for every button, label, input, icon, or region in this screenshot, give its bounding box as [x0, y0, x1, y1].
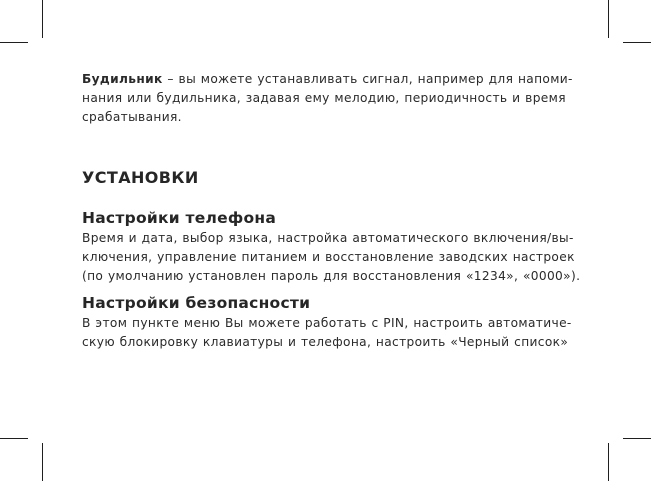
crop-mark-bottom-left-vertical: [42, 443, 43, 481]
crop-mark-bottom-right-horizontal: [623, 438, 651, 439]
security-settings-line-2: скую блокировку клавиатуры и телефона, настроить «Черный список»: [82, 335, 569, 349]
intro-line-1-text: вы можете устанавливать сигнал, например для напоми-: [178, 72, 573, 86]
security-settings-line-1: В этом пункте меню Вы можете работать с PIN, настроить автоматиче-: [82, 316, 572, 330]
page-content: [82, 70, 581, 352]
intro-paragraph: [82, 70, 573, 127]
intro-dash: –: [162, 72, 179, 86]
crop-mark-top-right-horizontal: [623, 42, 651, 43]
crop-mark-bottom-right-vertical: [608, 443, 609, 481]
section-heading-settings: УСТАНОВКИ: [82, 168, 199, 187]
crop-mark-top-left-vertical: [42, 0, 43, 38]
crop-mark-top-left-horizontal: [0, 42, 28, 43]
subsection-title-security-settings: Настройки безопасности: [82, 294, 311, 312]
subsection-body-phone-settings: [82, 229, 581, 286]
subsection-title-phone-settings: Настройки телефона: [82, 209, 277, 227]
subsection-body-security-settings: [82, 314, 572, 352]
crop-mark-bottom-left-horizontal: [0, 438, 28, 439]
crop-mark-top-right-vertical: [608, 0, 609, 38]
intro-line-3: срабатывания.: [82, 110, 182, 124]
phone-settings-line-3: (по умолчанию установлен пароль для восстановления «1234», «0000»).: [82, 269, 581, 283]
intro-line-2: нания или будильника, задавая ему мелодию, периодичность и время: [82, 91, 566, 105]
phone-settings-line-1: Время и дата, выбор языка, настройка автоматического включения/вы-: [82, 231, 574, 245]
phone-settings-line-2: ключения, управление питанием и восстановление заводских настроек: [82, 250, 575, 264]
intro-line-1: [82, 70, 573, 89]
intro-term: Будильник: [82, 72, 163, 86]
